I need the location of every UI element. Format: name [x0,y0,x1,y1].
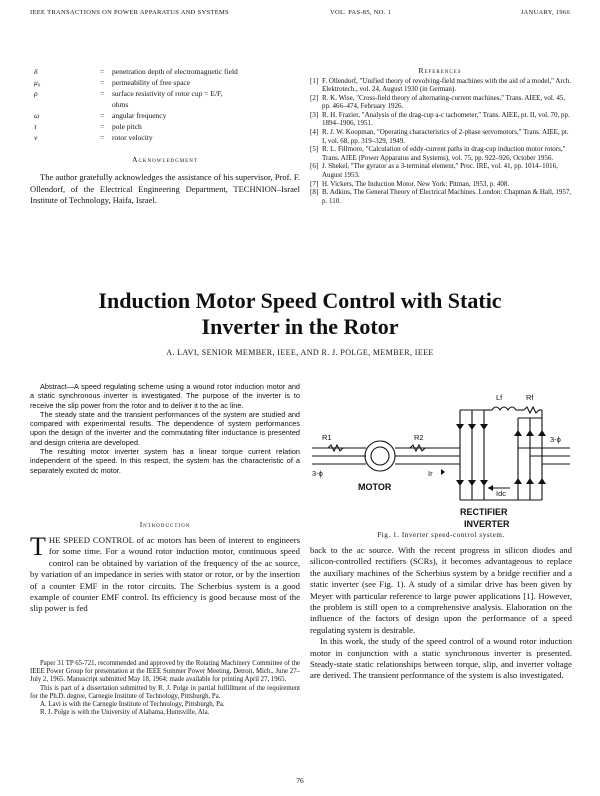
label-motor: MOTOR [358,482,392,492]
reference-item: [6] J. Shekel, "The gyrator as a 3-terminal element," Proc. IRE, vol. 41, pp. 1014–1016, August 1953. [310,162,558,179]
running-header [30,9,570,19]
abstract [30,382,300,475]
symbol-row: ρ = surface resistivity of rotor cup = E/F, [34,89,223,98]
symbol-row: δ = penetration depth of electromagnetic field [34,67,238,76]
page-number: 76 [296,776,304,785]
body-paragraph: In this work, the study of the speed control of a wound rotor induction motor in conjunction with a static synchronous inverter is presented. Steady-state static relationships between torque, slip, and inverter voltage are derived. The transient performance of the system is also investigated. [310,636,572,681]
label-phase-left: 3-ϕ [312,469,323,478]
abstract-paragraph: The steady state and the transient performances of the system are studied and compared with experimental results. The dependence of system performances upon the design of the inverter and the commutating filter inductance is presented and design criteria are developed. [30,409,300,447]
abstract-paragraph: Abstract—A speed regulating scheme using a wound rotor induction motor and a static synchronous inverter is investigated. The purpose of the inverter is to receive the slip power from the rotor and to deliver it to the ac line. [30,382,300,410]
introduction-body: HE SPEED CONTROL of ac motors has been of interest to engineers for some time. For a wound rotor induction motor, continuous speed control can be obtained by variation of the frequency of the ac source, by variation of an impedance in series with stator or rotor, or by the insertion of a counter EMF in the rotor circuits. The Scherbius system is a good example of counter EMF control. Its efficiency is good because most of the slip power is fed [30,535,300,614]
symbol-row: ω = angular frequency [34,111,167,120]
symbol-row: τ = pole pitch [34,122,142,131]
figure-caption: Fig. 1. Inverter speed-control system. [377,531,505,539]
body-paragraph: back to the ac source. With the recent progress in silicon diodes and silicon-controlled rectifiers (SCRs), it becomes advantageous to replace the auxiliary machines of the Scherbius system by a bridge rectifier and a static inverter (see Fig. 1). A study of a similar drive has been given by Meyer with particular reference to large power applications [1]. However, the problem is still open to a comprehensive analysis. Elaboration on the influence of the factors of design upon the performance of a speed regulating system is desirable. [310,545,572,635]
footnote: This is part of a dissertation submitted by R. J. Polge in partial fulfillment of the requirement for the Ph.D. degree, Carnegie Institute of Technology, Pittsburgh, Pa. [30,684,300,700]
footnote: R. J. Polge is with the University of Alabama, Huntsville, Ala. [40,709,210,717]
reference-item: [8] B. Adkins, The General Theory of Electrical Machines. London: Chapman & Hall, 1957, p. 110. [310,188,572,205]
symbol-row: ν = rotor velocity [34,133,153,142]
right-column-text [310,545,572,682]
introduction-text [30,532,300,615]
footnote: A. Lavi is with the Carnegie Institute of Technology, Pittsburgh, Pa. [40,701,225,709]
abstract-paragraph: The resulting motor inverter system has a linear torque current relation independent of the speed. In this respect, the system has the characteristic of a separately excited dc motor. [30,447,300,475]
introduction-heading: Introduction [139,520,191,529]
label-phase-right: 3-ϕ [550,435,561,444]
reference-list [310,77,572,205]
acknowledgment-text: The author gratefully acknowledges the assistance of his supervisor, Prof. F. Ollendorf, of the Electrical Engineering Department, TECHNION–Israel Institute of Technology, Haifa, Israel. [30,172,300,206]
reference-item: [4] R. J. W. Koopman, "Operating characteristics of 2-phase servomotors," Trans. AIEE, pt. I, vol. 68, pp. 319–329, 1949. [310,128,569,145]
circuit-figure [310,380,572,530]
label-idc: Idc [496,489,507,498]
label-inverter: INVERTER [464,519,510,529]
reference-item: [7] H. Vickers, The Induction Motor. New York: Pitman, 1953, p. 408. [310,179,510,188]
title-line-2: Inverter in the Rotor [201,314,399,339]
symbol-list [30,66,300,143]
drop-cap: T [30,532,46,561]
reference-item: [2] R. K. Wise, "Cross-field theory of alternating-current machines," Trans. AIEE, vol. 45, pp. 466–474, February 1926. [310,94,566,111]
volume-info: VOL. PAS-85, NO. 1 [330,9,392,16]
symbol-row: μ₀ = permeability of free space [34,78,191,87]
label-r2: R2 [414,433,424,442]
title-line-1: Induction Motor Speed Control with Static [98,288,502,313]
footnote: Paper 31 TP 65-721, recommended and approved by the Rotating Machinery Committee of the IEEE Power Group for presentation at the IEEE Summer Power Meeting, Detroit, Mich., June 27–July 2, 1965. Manuscript submitted May 18, 1964; made available for printing April 27, 1965. [30,660,300,684]
label-rf: Rf [526,393,534,402]
footnotes [30,660,300,717]
acknowledgment-heading: Acknowledgment [132,155,198,164]
author-line: A. LAVI, SENIOR MEMBER, IEEE, AND R. J. POLGE, MEMBER, IEEE [166,348,434,357]
references-heading: References [418,66,462,75]
paper-title [30,288,570,340]
reference-item: [5] R. L. Fillmore, "Calculation of eddy-current paths in drag-cup induction motor rotors," Trans. AIEE (Power Apparatus and Systems), vol. 75, pp. 922–926, October 1956. [310,145,566,162]
reference-item: [3] R. H. Frazier, "Analysis of the drag-cup a-c tachometer," Trans. AIEE, pt. II, vol. 70, pp. 1894–1906, 1951. [310,111,570,128]
label-r1: R1 [322,433,332,442]
symbol-row: ohms [112,100,129,109]
reference-item: [1] F. Ollendorf, "Unified theory of revolving-field machines with the aid of a model," Arch. Elektrotech., vol. 24, August 1930 (in German). [310,77,572,94]
label-rectifier: RECTIFIER [460,507,508,517]
issue-date: JANUARY, 1966 [520,9,570,16]
journal-name: IEEE TRANSACTIONS ON POWER APPARATUS AND SYSTEMS [30,9,229,16]
label-lf: Lf [496,393,503,402]
label-ir: Ir [428,469,433,478]
